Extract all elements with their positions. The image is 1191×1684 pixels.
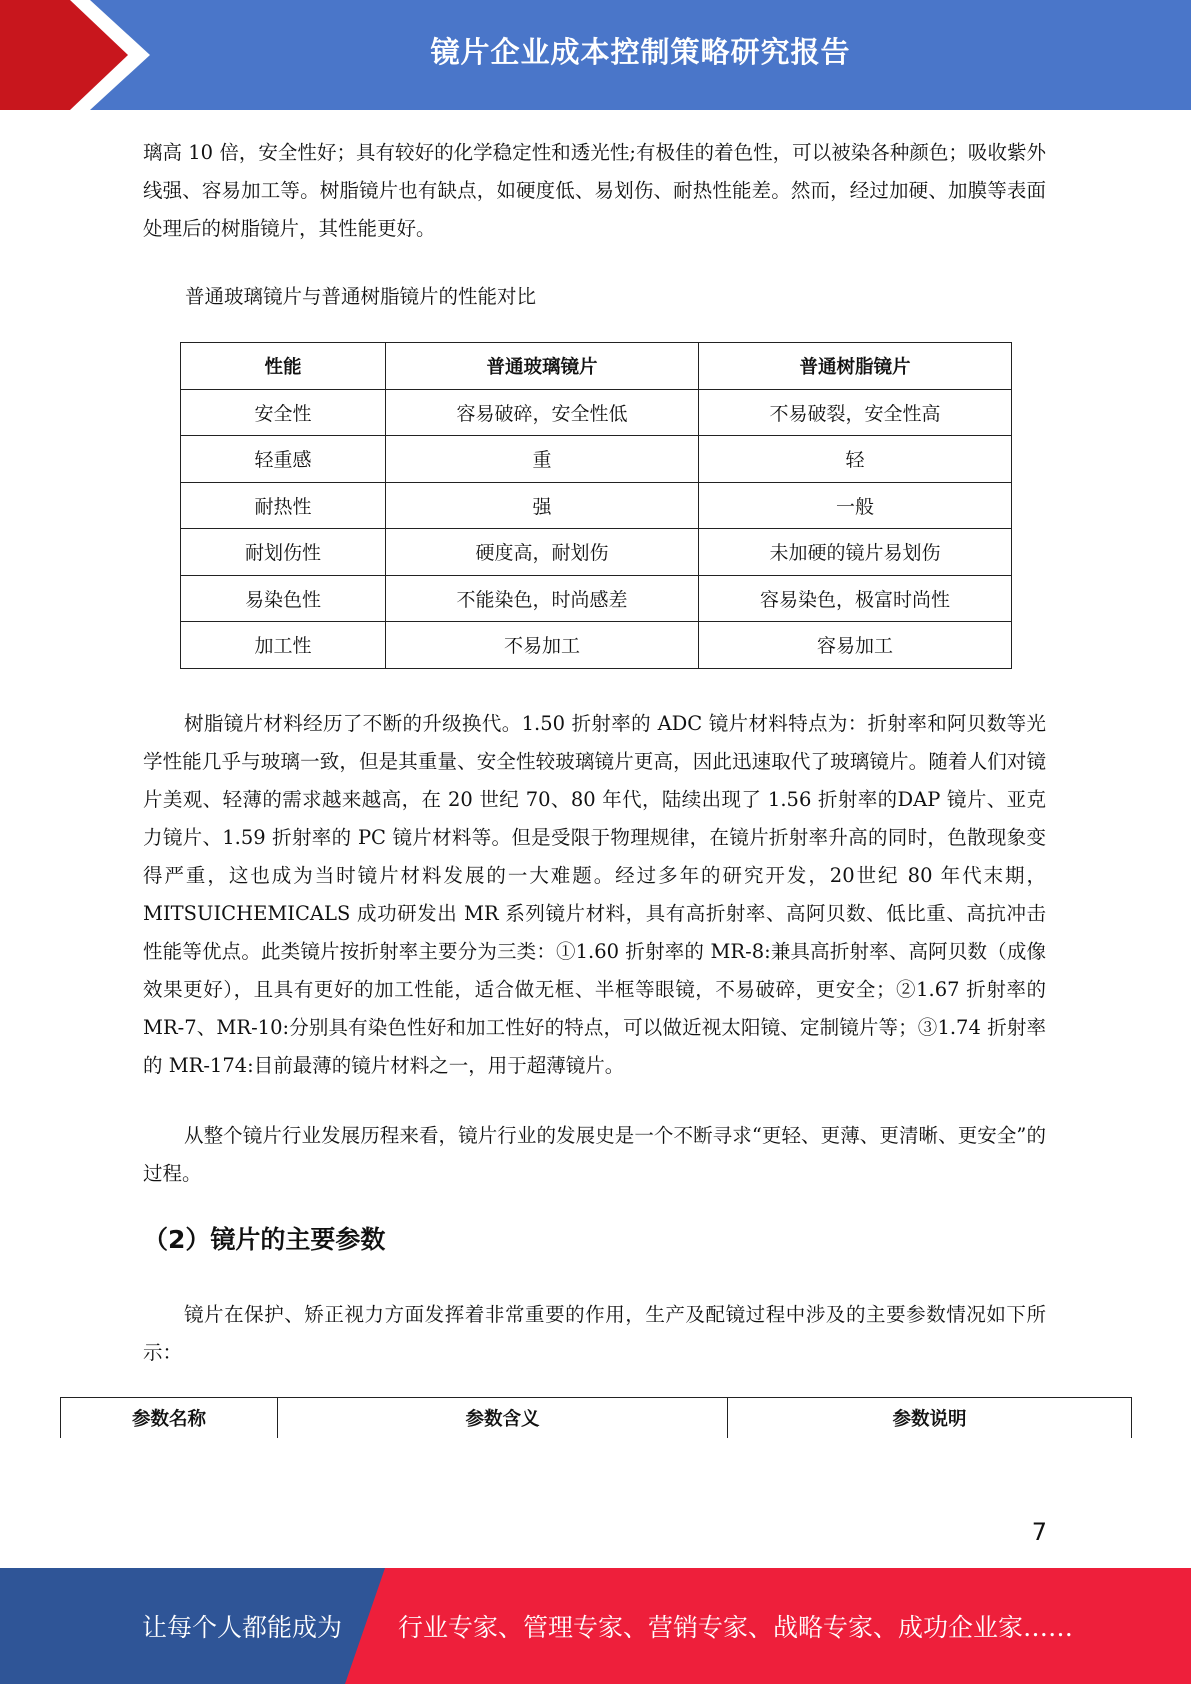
table-cell: 容易加工 [699,622,1012,669]
table-cell: 一般 [699,482,1012,529]
table-cell: 易染色性 [181,575,386,622]
table-row [181,529,1012,576]
table-cell: 轻重感 [181,436,386,483]
table-cell: 硬度高，耐划伤 [386,529,699,576]
table-row [181,389,1012,436]
page-number: 7 [1031,1518,1047,1546]
report-title: 镜片企业成本控制策略研究报告 [430,34,851,69]
header-cell: 性能 [181,343,386,390]
body-paragraph-4: 镜片在保护、矫正视力方面发挥着非常重要的作用，生产及配镜过程中涉及的主要参数情况如下所示： [143,1303,1046,1364]
header-cell: 参数说明 [728,1398,1132,1439]
table-cell: 不能染色，时尚感差 [386,575,699,622]
table-cell: 强 [386,482,699,529]
table-cell: 容易破碎，安全性低 [386,389,699,436]
table-cell: 轻 [699,436,1012,483]
body-paragraph-1: 璃高 10 倍，安全性好；具有较好的化学稳定性和透光性;有极佳的着色性，可以被染各种颜色；吸收紫外线强、容易加工等。树脂镜片也有缺点，如硬度低、易划伤、耐热性能差。然而，经过加硬、加膜等表面处理后的树脂镜片，其性能更好。 [143,141,1046,240]
table-cell: 安全性 [181,389,386,436]
table-cell: 耐划伤性 [181,529,386,576]
parameter-table [60,1397,1132,1438]
table-cell: 未加硬的镜片易划伤 [699,529,1012,576]
header-cell: 普通树脂镜片 [699,343,1012,390]
table-cell: 容易染色，极富时尚性 [699,575,1012,622]
header-cell: 参数名称 [61,1398,278,1439]
header-cell: 参数含义 [278,1398,728,1439]
table-header-row [181,343,1012,390]
page-header [0,0,1191,110]
table-cell: 耐热性 [181,482,386,529]
section-heading: （2）镜片的主要参数 [143,1225,386,1254]
header-cell: 普通玻璃镜片 [386,343,699,390]
body-paragraph-3: 从整个镜片行业发展历程来看，镜片行业的发展史是一个不断寻求“更轻、更薄、更清晰、更安全”的过程。 [143,1124,1046,1185]
table-row [181,622,1012,669]
body-paragraph-2: 树脂镜片材料经历了不断的升级换代。1.50 折射率的 ADC 镜片材料特点为：折射率和阿贝数等光学性能几乎与玻璃一致，但是其重量、安全性较玻璃镜片更高，因此迅速取代了玻璃镜片。随着人们对镜片美观、轻薄的需求越来越高，在 20 世纪 70、80 年代，陆续出现了 1.56 折射率的DAP 镜片、亚克力镜片、1.59 折射率的 PC 镜片材料等。但是受限于物理规律，在镜片折射率升高的同时，色散现象变得严重，这也成为当时镜片材料发展的一大难题。经过多年的研究开发，20世纪 80 年代末期，MITSUICHEMICALS 成功研发出 MR 系列镜片材料，具有高折射率、高阿贝数、低比重、高抗冲击性能等优点。此类镜片按折射率主要分为三类：①1.60 折射率的 MR-8:兼具高折射率、高阿贝数（成像效果更好），且具有更好的加工性能，适合做无框、半框等眼镜，不易破碎，更安全；②1.67 折射率的 MR-7、MR-10:分别具有染色性好和加工性好的特点，可以做近视太阳镜、定制镜片等；③1.74 折射率的 MR-174:目前最薄的镜片材料之一，用于超薄镜片。 [143,712,1046,1077]
table-cell: 不易破裂，安全性高 [699,389,1012,436]
table-cell: 重 [386,436,699,483]
table-row [181,482,1012,529]
page-footer [0,1568,1191,1684]
table-caption: 普通玻璃镜片与普通树脂镜片的性能对比 [185,285,537,308]
footer-slogan-right: 行业专家、管理专家、营销专家、战略专家、成功企业家…… [398,1613,1074,1642]
table-row [181,436,1012,483]
comparison-table [180,342,1012,669]
table-cell: 加工性 [181,622,386,669]
footer-slogan-left: 让每个人都能成为 [142,1613,343,1642]
table-header-row [61,1398,1132,1439]
table-row [181,575,1012,622]
table-cell: 不易加工 [386,622,699,669]
